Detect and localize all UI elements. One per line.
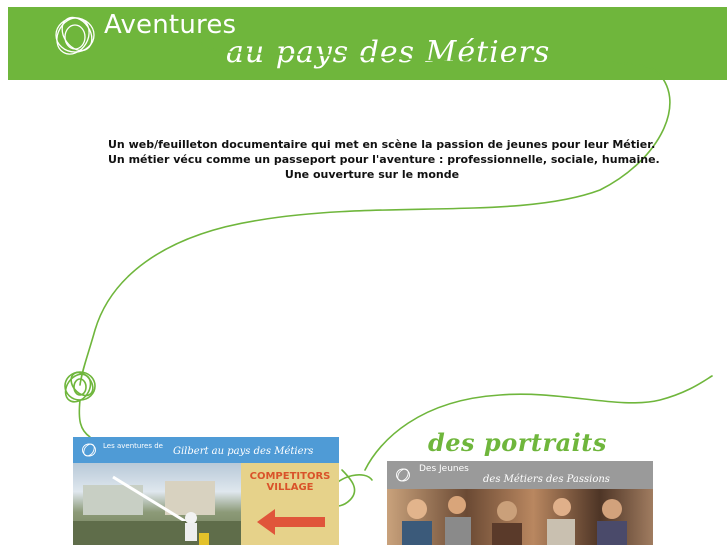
panel-header (387, 461, 653, 489)
gilbert-adventures-panel[interactable] (73, 437, 339, 545)
panel-photo (387, 489, 653, 545)
header-banner (8, 7, 727, 80)
photo-people (387, 489, 653, 545)
scribble-logo-icon (81, 442, 97, 458)
panel-header (73, 437, 339, 463)
portraits-heading[interactable]: des portraits (428, 428, 607, 457)
panel-top-label: Des Jeunes (419, 464, 469, 474)
scribble-logo-icon (52, 12, 98, 58)
intro-line: Un web/feuilleton documentaire qui met en scène la passion de jeunes pour leur Métier. (108, 138, 656, 151)
scribble-logo-icon (395, 467, 411, 483)
arrow-left-icon (257, 507, 327, 537)
site-title-line1: Aventures (104, 10, 237, 40)
panel-script-title: des Métiers des Passions (483, 474, 610, 485)
panel-script-title: Gilbert au pays des Métiers (173, 446, 314, 457)
intro-text (108, 137, 660, 182)
competitors-village-sign (241, 463, 339, 545)
site-title-line2: au pays des Métiers (226, 35, 551, 70)
portraits-panel[interactable] (387, 461, 653, 545)
intro-line: Un métier vécu comme un passeport pour l'aventure : professionnelle, sociale, humaine. (108, 153, 660, 166)
sign-text: COMPETITORS VILLAGE (249, 471, 331, 493)
panel-small-title: Les aventures de (103, 442, 163, 450)
scribble-knot-icon (60, 368, 97, 406)
photo-scene (73, 463, 241, 545)
intro-line: Une ouverture sur le monde (284, 168, 460, 181)
panel-photo (73, 463, 241, 545)
